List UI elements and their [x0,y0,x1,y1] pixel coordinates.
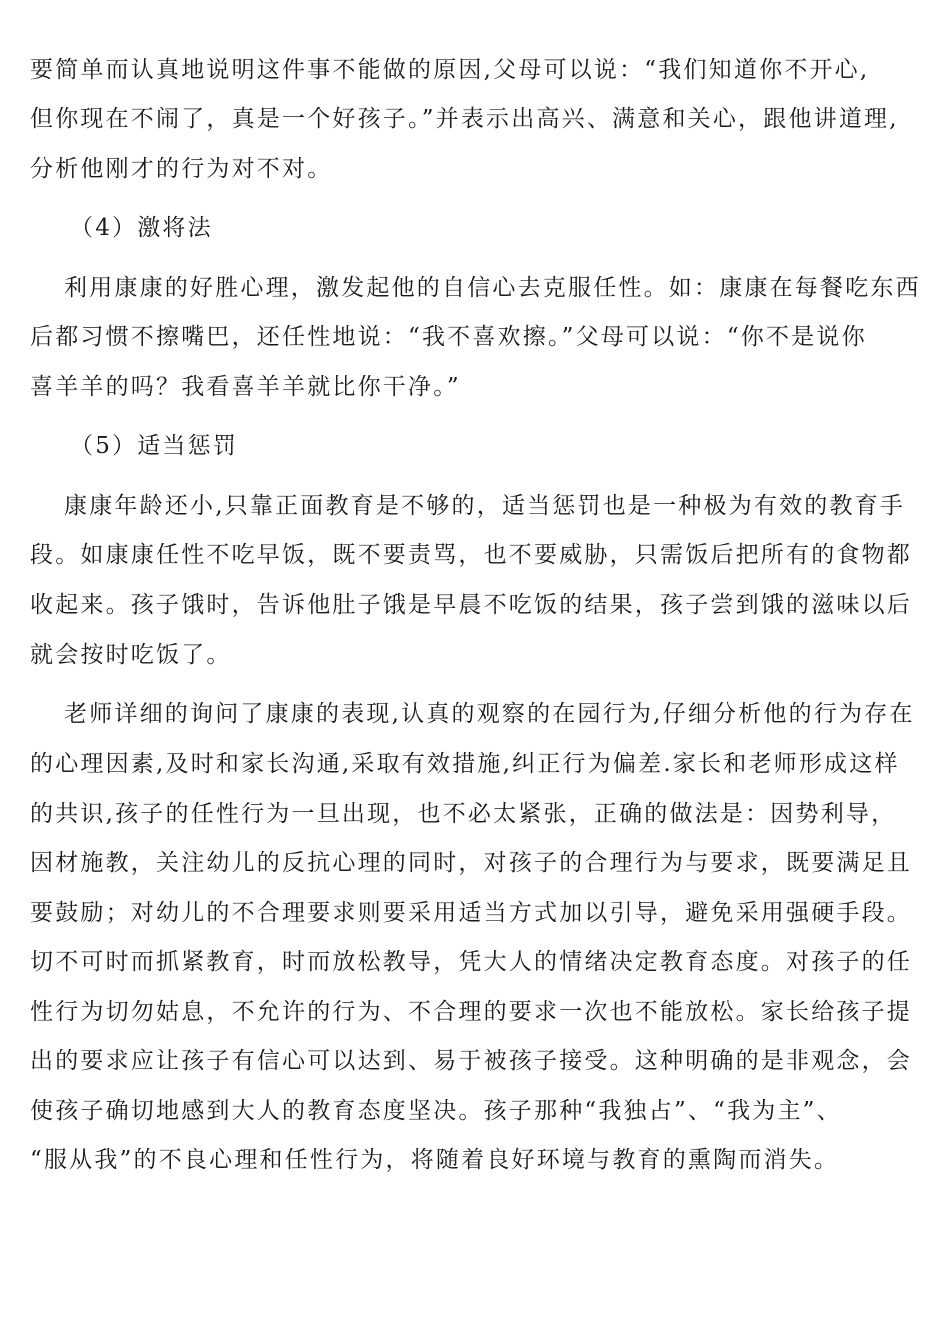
text-line: 的共识,孩子的任性行为一旦出现，也不必太紧张，正确的做法是：因势利导， [30,801,897,827]
text-line: 使孩子确切地感到大人的教育态度坚决。孩子那种“我独占”、“我为主”、 [30,1098,842,1124]
text-line: 的心理因素,及时和家长沟通,采取有效措施,纠正行为偏差.家长和老师形成这样 [30,751,900,777]
text-line: 就会按时吃饭了。 [30,642,232,668]
section-heading: （4）激将法 [70,215,213,241]
text-line: 切不可时而抓紧教育，时而放松教导，凭大人的情绪决定教育态度。对孩子的任 [30,949,912,975]
text-line: 段。如康康任性不吃早饭，既不要责骂，也不要威胁，只需饭后把所有的食物都 [30,542,912,568]
text-line: 老师详细的询问了康康的表现,认真的观察的在园行为,仔细分析他的行为存在 [64,701,915,727]
text-line: “服从我”的不良心理和任性行为，将随着良好环境与教育的熏陶而消失。 [30,1147,840,1173]
text-line: 但你现在不闹了，真是一个好孩子。”并表示出高兴、满意和关心，跟他讲道理, [30,106,899,132]
section-heading: （5）适当惩罚 [70,433,239,459]
text-line: 利用康康的好胜心理，激发起他的自信心去克服任性。如：康康在每餐吃东西 [64,275,921,301]
text-line: 性行为切勿姑息，不允许的行为、不合理的要求一次也不能放松。家长给孩子提 [30,999,912,1025]
text-line: 要鼓励；对幼儿的不合理要求则要采用适当方式加以引导，避免采用强硬手段。 [30,900,912,926]
text-line: 分析他刚才的行为对不对。 [30,156,333,182]
text-line: 收起来。孩子饿时，告诉他肚子饿是早晨不吃饭的结果，孩子尝到饿的滋味以后 [30,592,912,618]
text-line: 出的要求应让孩子有信心可以达到、易于被孩子接受。这种明确的是非观念，会 [30,1048,912,1074]
text-line: 后都习惯不擦嘴巴，还任性地说：“我不喜欢擦。”父母可以说：“你不是说你 [30,324,867,350]
text-line: 要简单而认真地说明这件事不能做的原因,父母可以说：“我们知道你不开心, [30,57,870,83]
text-line: 康康年龄还小,只靠正面教育是不够的，适当惩罚也是一种极为有效的教育手 [64,493,906,519]
text-line: 喜羊羊的吗？我看喜羊羊就比你干净。” [30,374,461,400]
text-line: 因材施教，关注幼儿的反抗心理的同时，对孩子的合理行为与要求，既要满足且 [30,850,912,876]
